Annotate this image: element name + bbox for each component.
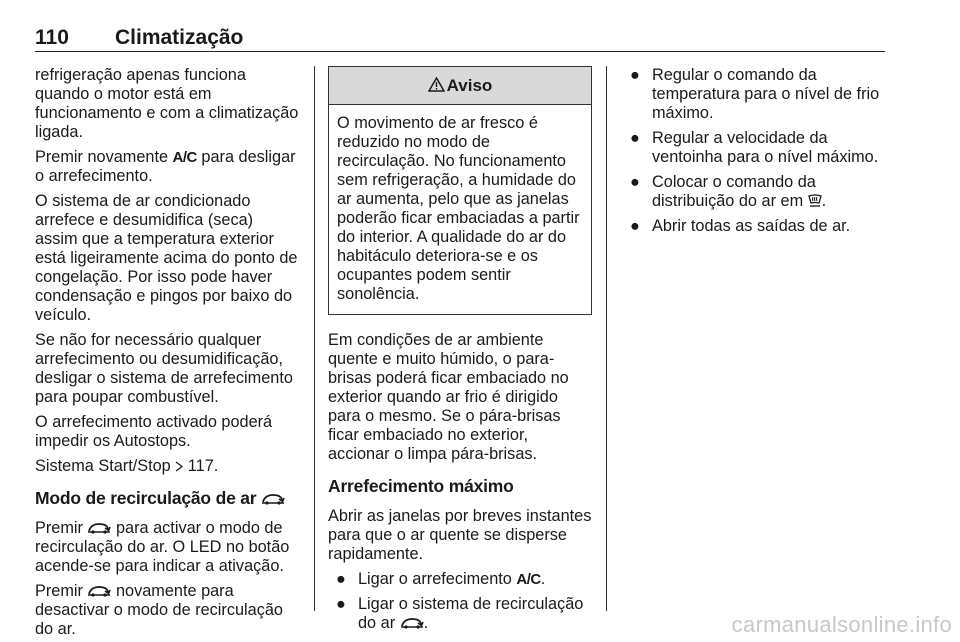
column-middle — [328, 66, 592, 639]
text: . — [423, 614, 429, 632]
text: Ligar o arrefecimento — [358, 570, 517, 588]
list-item — [622, 129, 887, 167]
text: para activar o modo de recirculação do ar. O LED no botão acende-se para indicar a ativação. — [35, 519, 290, 575]
text: Abrir todas as saídas de ar. — [652, 217, 851, 235]
windshield-defrost-icon — [808, 193, 822, 206]
text: Premir — [35, 582, 88, 600]
warning-text: O movimento de ar fresco é reduzido no modo de recirculação. No funcionamento sem refrigeração, a humidade do ar aumenta, pelo que as janelas poderão ficar embaciadas a partir do interior. A qualidade do ar do habitáculo deteriora-se e os ocupantes podem sentir sonolência. — [337, 114, 580, 303]
bullet-icon: ● — [630, 129, 640, 147]
bullet-icon: ● — [630, 66, 640, 84]
bullet-icon: ● — [630, 173, 640, 191]
list-item — [622, 173, 887, 211]
page-reference[interactable]: 117. — [183, 457, 219, 475]
section-heading-max-cooling: Arrefecimento máximo — [328, 476, 514, 496]
recirculation-icon — [400, 617, 424, 629]
warning-triangle-icon — [428, 76, 445, 95]
column-divider — [606, 66, 607, 611]
list-item — [622, 217, 887, 236]
text: Regular a velocidade da ventoinha para o nível máximo. — [652, 129, 879, 166]
warning-title: Aviso — [446, 76, 493, 95]
list-item — [328, 595, 592, 633]
paragraph — [35, 148, 300, 186]
paragraph: O sistema de ar condicionado arrefece e desumidifica (seca) assim que a temperatura exterior está ligeiramente acima do ponto de congelação. Por isso pode haver condensação e pingos por baixo do veículo. — [35, 192, 298, 324]
recirculation-icon — [87, 585, 111, 597]
section-title: Modo de recirculação de ar — [35, 488, 257, 508]
bullet-list — [622, 66, 887, 236]
bullet-icon: ● — [630, 217, 640, 235]
text: Colocar o comando da distribuição do ar em — [652, 173, 816, 210]
warning-header — [329, 67, 591, 105]
text: Regular o comando da temperatura para o nível de frio máximo. — [652, 66, 880, 122]
paragraph: Abrir as janelas por breves instantes para que o ar quente se disperse rapidamente. — [328, 507, 592, 563]
paragraph — [35, 457, 300, 476]
paragraph: O arrefecimento activado poderá impedir os Autostops. — [35, 413, 273, 450]
text: Ligar o sistema de recirculação do ar — [358, 595, 584, 632]
bullet-icon: ● — [336, 595, 346, 613]
paragraph — [35, 582, 300, 639]
warning-box — [328, 66, 592, 315]
ac-label: A/C — [516, 571, 541, 588]
column-divider — [314, 66, 315, 611]
recirculation-icon — [87, 522, 111, 534]
paragraph — [35, 519, 300, 576]
text: Premir — [35, 519, 88, 537]
text: Premir novamente — [35, 148, 173, 166]
text: para desligar o arrefecimento. — [35, 148, 296, 185]
chapter-title: Climatização — [115, 26, 244, 49]
list-item — [328, 570, 592, 589]
paragraph: refrigeração apenas funciona quando o motor está em funcionamento e com a climatização ligada. — [35, 66, 299, 141]
recirculation-icon — [261, 493, 285, 505]
text: Sistema Start/Stop — [35, 457, 176, 475]
column-left — [35, 66, 300, 642]
bullet-list — [328, 570, 592, 633]
list-item — [622, 66, 887, 123]
text: . — [821, 192, 827, 210]
section-heading-recirculation — [35, 488, 300, 509]
ac-label: A/C — [172, 149, 197, 166]
bullet-icon: ● — [336, 570, 346, 588]
paragraph: Se não for necessário qualquer arrefecimento ou desumidificação, desligar o sistema de arrefecimento para poupar combustível. — [35, 331, 293, 406]
paragraph: Em condições de ar ambiente quente e muito húmido, o para-brisas poderá ficar embaciado no exterior quando ar frio é dirigido para o mesmo. Se o pára-brisas ficar embaciado no exterior, accionar o limpa pára-brisas. — [328, 331, 569, 463]
watermark: carmanualsonline.info — [731, 612, 952, 637]
page-number: 110 — [35, 26, 69, 49]
text: novamente para desactivar o modo de recirculação do ar. — [35, 582, 283, 638]
page-header — [35, 26, 885, 52]
column-right — [622, 66, 887, 242]
text: . — [540, 570, 546, 588]
